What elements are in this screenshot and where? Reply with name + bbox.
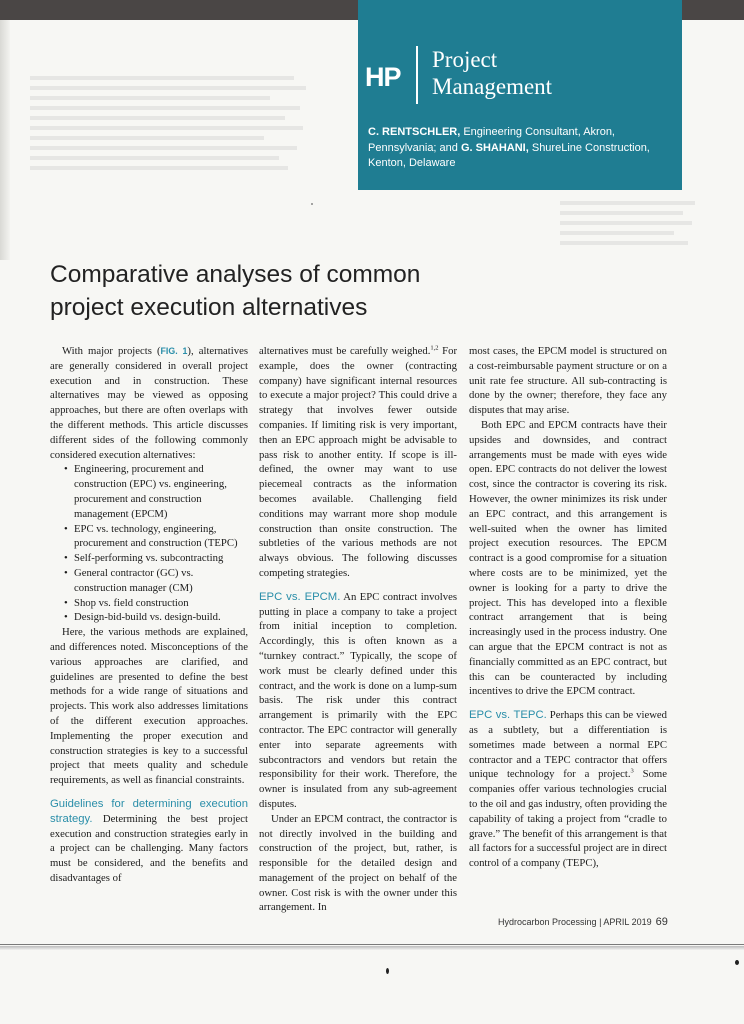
- page-footer: [498, 916, 668, 928]
- scan-bottom-edge: [0, 946, 744, 950]
- footer-separator: |: [596, 917, 604, 927]
- paragraph: [50, 344, 248, 462]
- paragraph-text: With major projects (: [62, 345, 161, 357]
- paragraph-text: An EPC contract involves putting in place a company to take a project from initial inception to completion. Accordingly, this is often known as a “turnkey contract.” Typically, the scope of work must be clearly defined under this contract, and the work is done on a lump-sum basis. The risk under this contract arrangement is primarily with the EPC contractor. The EPC contractor will generally enter into separate agreements with subcontractors and vendors but retain the responsibility for their work. Therefore, the owner is insulated from any sub-agreement disputes.: [259, 590, 457, 810]
- spacer: [469, 699, 667, 708]
- citation-ref: 1,2: [430, 344, 439, 352]
- text-column-3: [469, 344, 667, 871]
- paragraph-text: Determining the best project execution and construction strategies early in a project can be challenging. Many factors must be considered, and the benefits and disadvantages of: [50, 812, 248, 884]
- list-item-text: EPC vs. technology, engineering, procurement and construction (TEPC): [74, 522, 238, 550]
- spacer: [259, 581, 457, 590]
- citation-ref: 3: [630, 767, 634, 775]
- text-column-1: [50, 344, 248, 886]
- list-item: [64, 522, 248, 552]
- article-title: [50, 258, 480, 324]
- bullet-icon: •: [64, 596, 68, 609]
- section-title: [432, 46, 552, 100]
- paragraph: [259, 344, 457, 581]
- author1-name: C. RENTSCHLER,: [368, 126, 461, 138]
- bullet-icon: •: [64, 566, 68, 579]
- list-item: [64, 566, 248, 596]
- section-title-line1: Project: [432, 47, 498, 72]
- issue-date: APRIL 2019: [603, 917, 652, 927]
- paragraph: [50, 797, 248, 886]
- subhead-epc-vs-epcm: EPC vs. EPCM.: [259, 590, 341, 603]
- paragraph: Both EPC and EPCM contracts have their upsides and downsides, and contract arrangements must be made with eyes wide open. EPC contracts do not deliver the lowest cost, since the contractor is covering its risk. However, the owner minimizes its risk under an EPC contract, and this arrangement is well-suited when the owner has limited project execution resources. The EPCM contract is a good compromise for a situation where costs are to be minimized, yet the owner is looking for a party to drive the project. This has developed into a flexible contract arrangement that is being increasingly used in the process industry. One can argue that the EPCM contract is not as financially committed as an EPC contract, but this can be counteracted by including incentives to drive the EPCM contract.: [469, 418, 667, 698]
- list-item-text: Design-bid-build vs. design-build.: [74, 611, 221, 624]
- author2-affiliation: ShureLine Construction, Kenton, Delaware: [368, 141, 650, 169]
- figure-reference-link[interactable]: FIG. 1: [160, 346, 188, 356]
- paragraph-text: ), alternatives are generally considered in overall project execution and in construction. These alternatives may be viewed as opposing approaches, but there are often overlaps with the different methods. This article discusses different sides of the following commonly considered execution alternatives:: [50, 345, 248, 461]
- list-item-text: General contractor (GC) vs. construction manager (CM): [74, 566, 194, 594]
- subhead-epc-vs-tepc: EPC vs. TEPC.: [469, 709, 547, 722]
- list-item-text: Engineering, procurement and construction (EPC) vs. engineering, procurement and construction management (EPCM): [74, 463, 227, 520]
- list-item-text: Shop vs. field construction: [74, 596, 189, 609]
- list-item-text: Self-performing vs. subcontracting: [74, 552, 224, 565]
- paragraph: most cases, the EPCM model is structured on a cost-reimbursable payment structure or on a unit rate fee structure. All sub-contracting is done by the owner; therefore, they face any disputes that may arise.: [469, 345, 667, 417]
- publication-name: Hydrocarbon Processing: [498, 917, 597, 927]
- author-byline: [368, 125, 668, 172]
- scan-speck: [386, 968, 389, 974]
- paragraph: Here, the various methods are explained, and differences noted. Misconceptions of the various approaches are clarified, and guidelines are presented to define the best methods for a wide range of situations and projects. This work also addresses limitations of the different execution approaches. Implementing the proper execution and construction strategies is key to a successful project that meets quality and schedule requirements, as well as financial constraints.: [50, 626, 248, 787]
- list-item: [64, 462, 248, 521]
- scan-speck: [735, 960, 739, 965]
- page-number: 69: [655, 916, 668, 928]
- author1-affiliation: Engineering Consultant, Akron, Pennsylvania; and: [368, 126, 615, 154]
- paragraph-text: alternatives must be carefully weighed.: [259, 345, 431, 357]
- bullet-icon: •: [64, 522, 68, 535]
- list-item: [64, 596, 248, 611]
- paragraph: [469, 708, 667, 871]
- paragraph-text: Some companies offer various technologies crucial to the oil and gas industry, often providing the capability of taking a project from “cradle to grave.” The benefit of this arrangement is that all factors for a successful project are in direct control of a company (TEPC),: [469, 768, 667, 870]
- paragraph: Under an EPCM contract, the contractor is not directly involved in the building and construction of the project, but, rather, is responsible for the detailed design and management of the project on behalf of the owner. Cost risk is with the owner under this arrangement. In: [259, 812, 457, 914]
- show-through-texture: [30, 70, 330, 230]
- header-divider: [416, 46, 418, 104]
- bullet-icon: •: [64, 463, 68, 476]
- text-column-2: [259, 344, 457, 915]
- paragraph-text: For example, does the owner (contracting company) have significant internal resources to execute a major project? This could drive a strategy that involves fewer outside companies. If limiting risk is very important, then an EPC approach might be advisable to pass risk to another entity. If scope is ill-defined, the owner may want to use piecemeal contracts as the information becomes available. Challenging field conditions may warrant more shop module construction than onsite construction. The subtleties of the various methods are not always obvious. The following discusses competing strategies.: [259, 345, 457, 579]
- bullet-icon: •: [64, 552, 68, 565]
- hp-logo: HP: [365, 62, 401, 92]
- scan-edge-shadow: [0, 20, 10, 260]
- footer-rule: [0, 944, 744, 945]
- show-through-texture-right: [560, 195, 710, 285]
- bullet-icon: •: [64, 611, 68, 624]
- subhead-guidelines: Guidelines for determining execution strategy.: [50, 797, 248, 825]
- spacer: [50, 788, 248, 797]
- paragraph-text: Perhaps this can be viewed as a subtlety, but a differentiation is sometimes made between a normal EPC contractor and a TEPC contractor that offers unique technology for a project.: [469, 709, 667, 781]
- article-title-line1: Comparative analyses of common: [50, 261, 421, 288]
- article-title-line2: project execution alternatives: [50, 294, 368, 321]
- list-item: [64, 551, 248, 566]
- section-title-line2: Management: [432, 74, 553, 99]
- author2-name: G. SHAHANI,: [460, 141, 529, 154]
- paragraph: [259, 590, 457, 812]
- list-item: [64, 610, 248, 625]
- scan-speck: [311, 203, 313, 205]
- alternatives-list: [50, 462, 248, 625]
